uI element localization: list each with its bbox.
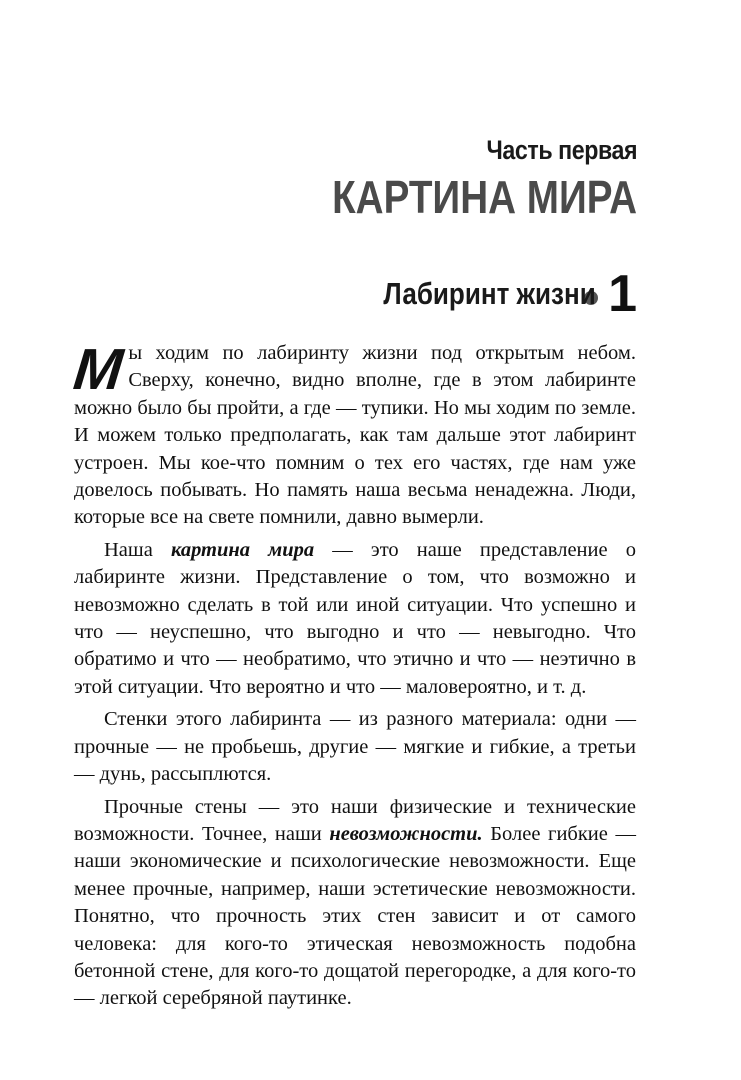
- paragraph-2-emphasis: картина мира: [170, 538, 315, 561]
- paragraph-1: [70, 337, 636, 532]
- part-title: КАРТИНА МИРА: [332, 171, 637, 223]
- paragraph-4-emphasis: невозможности.: [329, 822, 483, 845]
- paragraph-1-text: ы ходим по лабиринту жизни под открытым небом. Сверху, конечно, видно вполне, где в этом лабиринте можно было бы пройти, а где — тупики. Но мы ходим по земле. И можем только предполагать, как там дальше этот лабиринт устроен. Мы кое-что помним о тех его частях, где нам уже довелось побывать. Но память наша весьма ненадежна. Люди, которые все на свете помнили, давно вымерли.: [74, 342, 636, 529]
- paragraph-2-tail: — это наше представление о лабиринте жизни. Представление о том, что возможно и невозможно сделать в той или иной ситуации. Что успешно и что — неуспешно, что выгодно и что — невыгодно. Что обратимо и что — необратимо, что этично и что — неэтично в этой ситуации. Что вероятно и что — маловероятно, и т. д.: [74, 538, 636, 698]
- paragraph-4-lead: Прочные стены — это наши физические и технические возможности. Точнее, наши: [74, 795, 636, 845]
- chapter-title: Лабиринт жизни: [383, 276, 597, 311]
- chapter-number: 1: [608, 265, 637, 323]
- drop-cap: М: [70, 337, 126, 402]
- paragraph-2: [74, 537, 636, 701]
- body-text: [70, 337, 636, 1013]
- paragraph-4: [74, 794, 636, 1013]
- paragraph-4-tail: Более гибкие — наши экономические и психологические невозможности. Еще менее прочные, например, наши эстетические невозможности. Понятно, что прочность этих стен зависит и от самого человека: для кого-то этическая невозможность подобна бетонной стене, для кого-то дощатой перегородке, а для кого-то — легкой серебряной паутинке.: [74, 822, 636, 1010]
- paragraph-2-lead: Наша: [104, 538, 171, 561]
- chapter-heading: [343, 265, 637, 323]
- part-label: Часть первая: [486, 135, 637, 165]
- paragraph-3: Стенки этого лабиринта — из разного материала: одни — прочные — не пробьешь, другие — мягкие и гибкие, а третьи — дунь, рассыплются.: [74, 708, 636, 786]
